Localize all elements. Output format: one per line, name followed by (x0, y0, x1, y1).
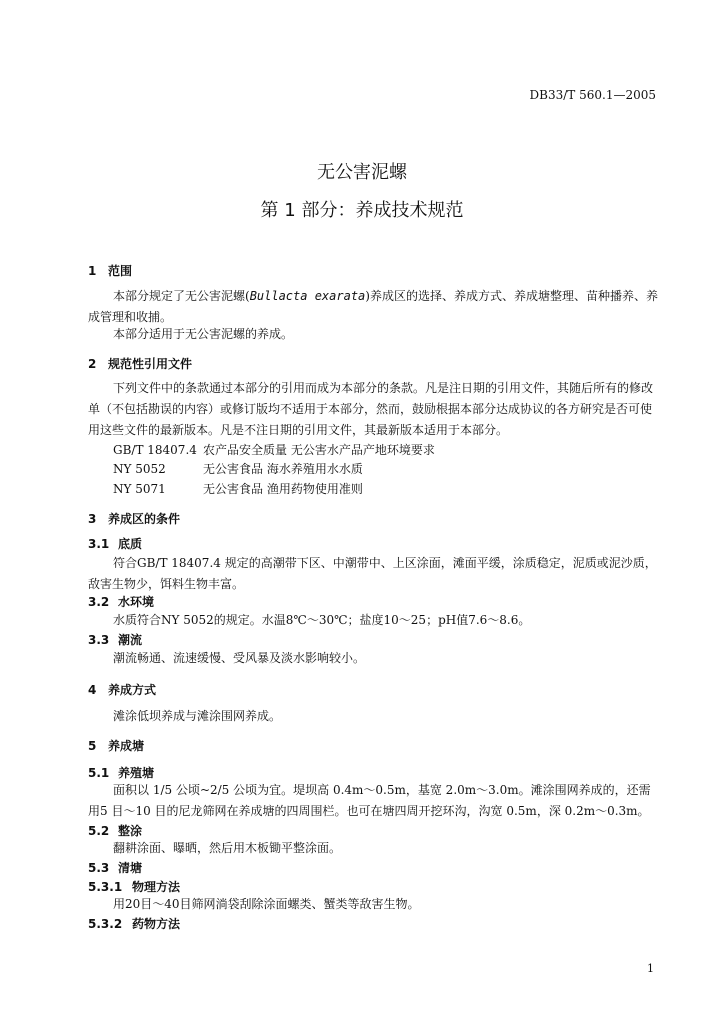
text-fragment: )养成区的选择、养成方式、养成塘整理、苗种播养、养成管理和收捕。 (88, 289, 658, 324)
reference-item (113, 480, 363, 497)
reference-item (113, 441, 435, 458)
section-2-paragraph: 下列文件中的条款通过本部分的引用而成为本部分的条款。凡是注日期的引用文件，其随后所有的修改单（不包括勘误的内容）或修订版均不适用于本部分，然而，鼓励根据本部分达成协议的各方研究是否可使用这些文件的最新版本。凡是不注日期的引用文件，其最新版本适用于本部分。 (88, 381, 654, 437)
section-3-heading (88, 510, 180, 527)
section-number: 4 (88, 683, 97, 697)
subsection-5-2-paragraph: 翻耕涂面、曝晒，然后用木板锄平整涂面。 (113, 841, 342, 855)
subsection-3-1-heading (88, 535, 142, 552)
section-title: 底质 (118, 537, 143, 551)
subsection-5-3-2-heading (88, 915, 180, 932)
section-number: 5.1 (88, 766, 110, 780)
reference-item (113, 460, 363, 477)
reference-code: GB/T 18407.4 (113, 443, 197, 457)
subsection-3-2-heading (88, 593, 154, 610)
section-title: 养成塘 (108, 739, 145, 753)
reference-title: 无公害食品 海水养殖用水水质 (203, 462, 363, 476)
section-title: 养殖塘 (118, 766, 155, 780)
section-4-heading (88, 681, 156, 698)
section-title: 水环境 (118, 595, 155, 609)
section-title: 养成区的条件 (108, 512, 181, 526)
reference-code: NY 5052 (113, 462, 166, 476)
subsection-3-3-paragraph: 潮流畅通、流速缓慢、受风暴及淡水影响较小。 (113, 651, 366, 665)
reference-code: NY 5071 (113, 482, 166, 496)
section-1-paragraph-2: 本部分适用于无公害泥螺的养成。 (113, 327, 294, 341)
subsection-3-1-paragraph: 符合GB/T 18407.4 规定的高潮带下区、中潮带中、上区涂面，滩面平缓，涂质稳定，泥质或泥沙质，敌害生物少，饵料生物丰富。 (88, 556, 657, 591)
section-number: 1 (88, 264, 97, 278)
section-1-heading (88, 262, 132, 279)
text-fragment: 本部分规定了无公害泥螺( (113, 289, 250, 303)
section-number: 5.2 (88, 824, 110, 838)
section-title: 范围 (108, 264, 133, 278)
subsection-5-2-heading (88, 822, 142, 839)
section-number: 5 (88, 739, 97, 753)
section-number: 5.3.1 (88, 880, 123, 894)
section-title: 物理方法 (132, 880, 181, 894)
section-title: 规范性引用文件 (108, 357, 193, 371)
section-number: 5.3 (88, 861, 110, 875)
subsection-5-3-1-heading (88, 878, 180, 895)
subsection-3-2-paragraph: 水质符合NY 5052的规定。水温8℃～30℃；盐度10～25；pH值7.6～8.6。 (113, 613, 531, 627)
subsection-3-3-heading (88, 631, 142, 648)
section-title: 潮流 (118, 633, 143, 647)
doc-title: 无公害泥螺 (317, 162, 407, 183)
section-2-heading (88, 355, 192, 372)
doc-subtitle: 第 1 部分：养成技术规范 (260, 200, 464, 221)
section-title: 养成方式 (108, 683, 157, 697)
reference-title: 无公害食品 渔用药物使用准则 (203, 482, 363, 496)
doc-code: DB33/T 560.1—2005 (529, 88, 656, 102)
subsection-5-1-heading (88, 764, 154, 781)
subsection-5-3-1-paragraph: 用20目～40目筛网淌袋刮除涂面螺类、蟹类等敌害生物。 (113, 897, 420, 911)
section-number: 3.1 (88, 537, 110, 551)
subsection-5-1-paragraph: 面积以 1/5 公顷~2/5 公顷为宜。堤坝高 0.4m～0.5m，基宽 2.0m～3.0m。滩涂围网养成的，还需用5 目～10 目的尼龙筛网在养成塘的四周围栏。也可在塘四周开挖环沟，沟宽 0.5m，深 0.2m～0.3m。 (88, 783, 651, 818)
section-number: 3 (88, 512, 97, 526)
section-1-paragraph-1 (88, 286, 658, 328)
section-number: 3.2 (88, 595, 110, 609)
latin-name: Bullacta exarata (249, 289, 366, 303)
section-5-heading (88, 737, 144, 754)
page-number: 1 (647, 962, 654, 975)
section-number: 3.3 (88, 633, 110, 647)
reference-title: 农产品安全质量 无公害水产品产地环境要求 (203, 443, 435, 457)
section-number: 5.3.2 (88, 917, 123, 931)
subsection-5-3-heading (88, 859, 142, 876)
section-title: 清塘 (118, 861, 143, 875)
section-number: 2 (88, 357, 97, 371)
section-4-paragraph: 滩涂低坝养成与滩涂围网养成。 (113, 709, 282, 723)
section-title: 整涂 (118, 824, 143, 838)
section-title: 药物方法 (132, 917, 181, 931)
